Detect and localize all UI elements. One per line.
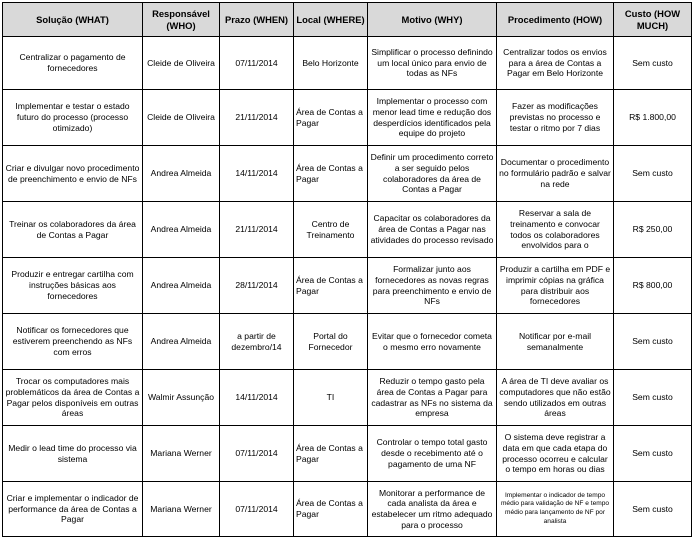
cell-how: A área de TI deve avaliar os computadores que não estão sendo utilizados em outras áreas — [497, 370, 614, 426]
cell-why: Implementar o processo com menor lead time e redução dos desperdícios identificados pela equipe do projeto — [368, 90, 497, 146]
cell-what: Trocar os computadores mais problemáticos da área de Contas a Pagar pelos disponíveis em outras áreas — [3, 370, 143, 426]
cell-what: Centralizar o pagamento de fornecedores — [3, 37, 143, 90]
table-row — [3, 482, 692, 537]
cell-how: Centralizar todos os envios para a área de Contas a Pagar em Belo Horizonte — [497, 37, 614, 90]
table-row — [3, 370, 692, 426]
cell-cost: R$ 1.800,00 — [614, 90, 692, 146]
cell-what: Criar e implementar o indicador de performance da área de Contas a Pagar — [3, 482, 143, 537]
cell-where: Área de Contas a Pagar — [294, 426, 368, 482]
header-where: Local (WHERE) — [294, 3, 368, 37]
cell-where: TI — [294, 370, 368, 426]
cell-who: Walmir Assunção — [143, 370, 220, 426]
cell-when: 28/11/2014 — [220, 258, 294, 314]
cell-how: Produzir a cartilha em PDF e imprimir cópias na gráfica para distribuir aos fornecedores — [497, 258, 614, 314]
cell-when: a partir de dezembro/14 — [220, 314, 294, 370]
cell-who: Andrea Almeida — [143, 146, 220, 202]
cell-cost: Sem custo — [614, 37, 692, 90]
table-row — [3, 90, 692, 146]
cell-how: Fazer as modificações previstas no processo e testar o ritmo por 7 dias — [497, 90, 614, 146]
cell-what: Criar e divulgar novo procedimento de preenchimento e envio de NFs — [3, 146, 143, 202]
cell-who: Andrea Almeida — [143, 258, 220, 314]
action-plan-container — [2, 2, 692, 537]
header-how-much: Custo (HOW MUCH) — [614, 3, 692, 37]
cell-when: 21/11/2014 — [220, 202, 294, 258]
cell-who: Andrea Almeida — [143, 314, 220, 370]
cell-what: Treinar os colaboradores da área de Contas a Pagar — [3, 202, 143, 258]
table-row — [3, 37, 692, 90]
cell-how: Reservar a sala de treinamento e convocar todos os colaboradores envolvidos para o — [497, 202, 614, 258]
cell-who: Cleide de Oliveira — [143, 37, 220, 90]
cell-cost: R$ 250,00 — [614, 202, 692, 258]
cell-cost: Sem custo — [614, 314, 692, 370]
cell-who: Cleide de Oliveira — [143, 90, 220, 146]
header-why: Motivo (WHY) — [368, 3, 497, 37]
cell-why: Reduzir o tempo gasto pela área de Contas a Pagar para cadastrar as NFs no sistema da empresa — [368, 370, 497, 426]
cell-why: Simplificar o processo definindo um local único para envio de todas as NFs — [368, 37, 497, 90]
cell-cost: R$ 800,00 — [614, 258, 692, 314]
cell-when: 14/11/2014 — [220, 146, 294, 202]
cell-why: Controlar o tempo total gasto desde o recebimento até o pagamento de uma NF — [368, 426, 497, 482]
table-row — [3, 146, 692, 202]
cell-cost: Sem custo — [614, 370, 692, 426]
cell-where: Área de Contas a Pagar — [294, 146, 368, 202]
cell-why: Evitar que o fornecedor cometa o mesmo erro novamente — [368, 314, 497, 370]
cell-how: Documentar o procedimento no formulário padrão e salvar na rede — [497, 146, 614, 202]
cell-when: 14/11/2014 — [220, 370, 294, 426]
cell-what: Implementar e testar o estado futuro do processo (processo otimizado) — [3, 90, 143, 146]
cell-how: Notificar por e-mail semanalmente — [497, 314, 614, 370]
cell-how: Implementar o indicador de tempo médio para validação de NF e tempo médio para lançamento de NF por analista — [497, 482, 614, 537]
cell-when: 07/11/2014 — [220, 37, 294, 90]
table-row — [3, 426, 692, 482]
cell-where: Área de Contas a Pagar — [294, 482, 368, 537]
header-what: Solução (WHAT) — [3, 3, 143, 37]
cell-cost: Sem custo — [614, 146, 692, 202]
cell-why: Monitorar a performance de cada analista da área e estabelecer um ritmo adequado para o processo — [368, 482, 497, 537]
cell-where: Centro de Treinamento — [294, 202, 368, 258]
cell-cost: Sem custo — [614, 482, 692, 537]
cell-where: Portal do Fornecedor — [294, 314, 368, 370]
table-row — [3, 314, 692, 370]
cell-when: 07/11/2014 — [220, 426, 294, 482]
cell-what: Notificar os fornecedores que estiverem preenchendo as NFs com erros — [3, 314, 143, 370]
header-who: Responsável (WHO) — [143, 3, 220, 37]
cell-who: Mariana Werner — [143, 482, 220, 537]
cell-cost: Sem custo — [614, 426, 692, 482]
cell-where: Área de Contas a Pagar — [294, 90, 368, 146]
cell-where: Área de Contas a Pagar — [294, 258, 368, 314]
cell-what: Produzir e entregar cartilha com instruções básicas aos fornecedores — [3, 258, 143, 314]
cell-who: Andrea Almeida — [143, 202, 220, 258]
cell-where: Belo Horizonte — [294, 37, 368, 90]
header-how: Procedimento (HOW) — [497, 3, 614, 37]
table-row — [3, 202, 692, 258]
cell-what: Medir o lead time do processo via sistema — [3, 426, 143, 482]
cell-when: 07/11/2014 — [220, 482, 294, 537]
cell-why: Capacitar os colaboradores da área de Contas a Pagar nas atividades do processo revisado — [368, 202, 497, 258]
cell-who: Mariana Werner — [143, 426, 220, 482]
cell-why: Formalizar junto aos fornecedores as novas regras para preenchimento e envio de NFs — [368, 258, 497, 314]
cell-how: O sistema deve registrar a data em que cada etapa do processo ocorreu e calcular o tempo em horas ou dias — [497, 426, 614, 482]
header-when: Prazo (WHEN) — [220, 3, 294, 37]
table-row — [3, 258, 692, 314]
header-row — [3, 3, 692, 37]
action-plan-table — [2, 2, 692, 537]
cell-why: Definir um procedimento correto a ser seguido pelos colaboradores da área de Contas a Pagar — [368, 146, 497, 202]
cell-when: 21/11/2014 — [220, 90, 294, 146]
